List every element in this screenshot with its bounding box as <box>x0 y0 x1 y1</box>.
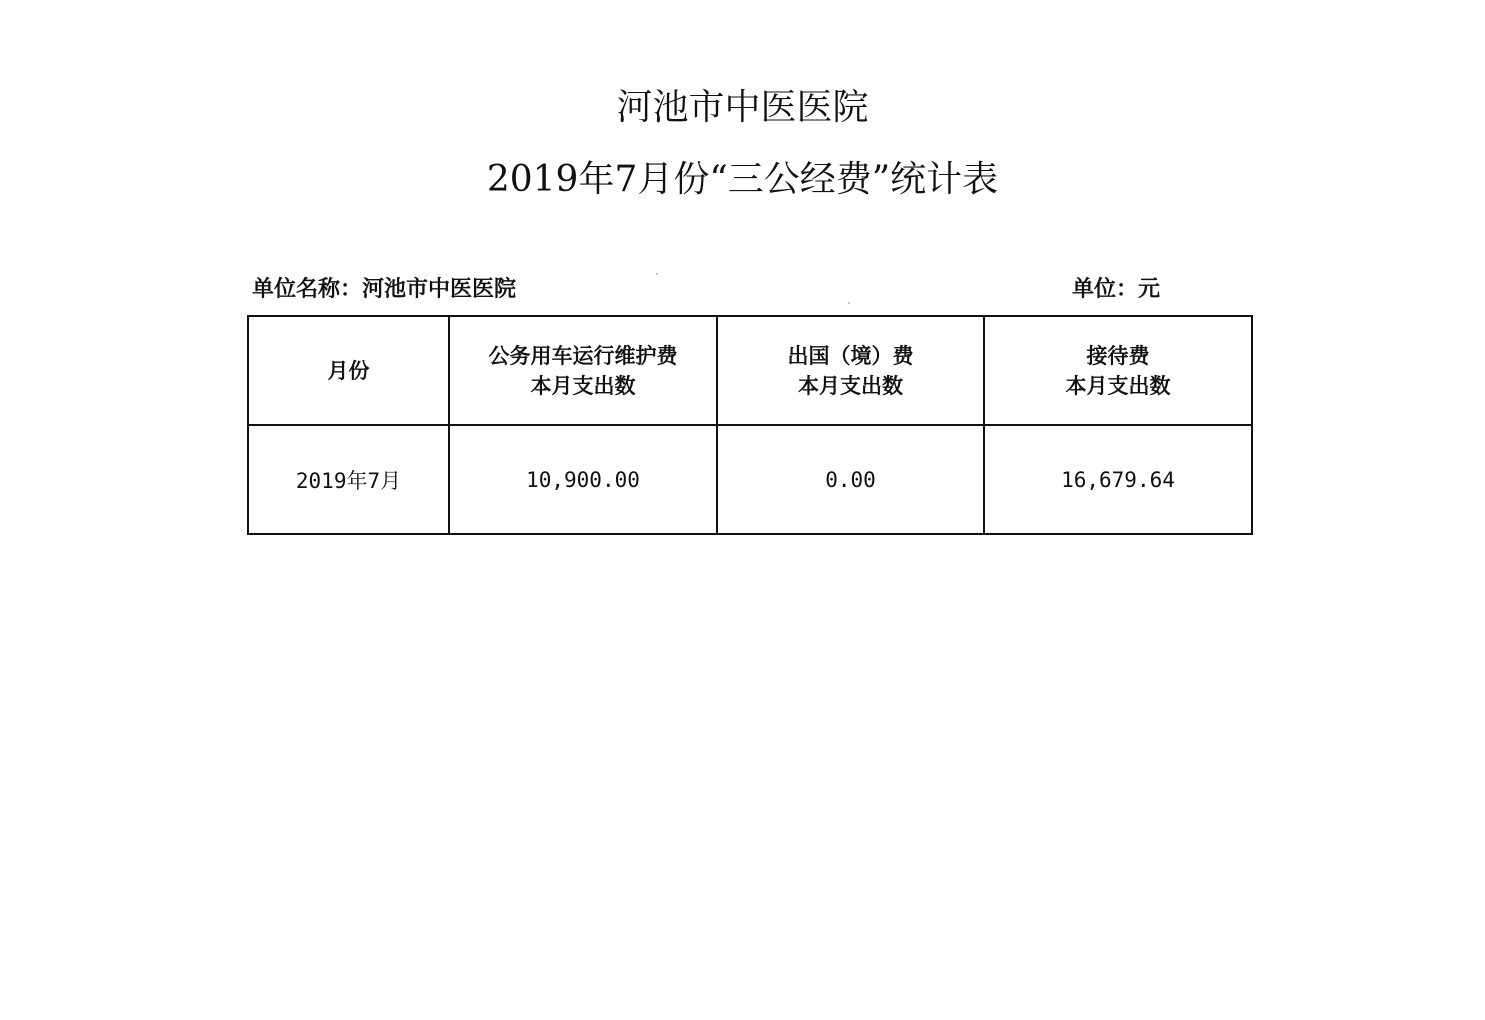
header-vehicle-cost-label: 公务用车运行维护费 <box>488 343 678 368</box>
scan-speck <box>848 302 850 304</box>
currency-unit-label: 单位：元 <box>1072 277 1161 302</box>
scan-speck <box>656 273 658 275</box>
table-row <box>248 425 1252 534</box>
cell-month: 2019年7月 <box>248 425 449 534</box>
header-vehicle-cost-sublabel: 本月支出数 <box>530 373 636 398</box>
cell-overseas-cost: 0.00 <box>717 425 984 534</box>
expense-table <box>247 315 1253 535</box>
header-overseas-cost <box>717 316 984 425</box>
cell-vehicle-cost: 10,900.00 <box>449 425 717 534</box>
cell-reception-cost: 16,679.64 <box>984 425 1252 534</box>
header-overseas-cost-sublabel: 本月支出数 <box>798 373 903 398</box>
table-header-row <box>248 316 1252 425</box>
document-subtitle: 2019年7月份“三公经费”统计表 <box>486 159 999 200</box>
header-reception-cost-sublabel: 本月支出数 <box>1065 373 1171 398</box>
header-month-label: 月份 <box>327 358 370 383</box>
document-title: 河池市中医医院 <box>616 87 869 128</box>
header-reception-cost-label: 接待费 <box>1086 343 1150 368</box>
header-month <box>248 316 449 425</box>
header-overseas-cost-label: 出国（境）费 <box>787 343 914 368</box>
unit-name-label: 单位名称：河池市中医医院 <box>252 277 517 302</box>
header-vehicle-cost <box>449 316 717 425</box>
header-reception-cost <box>984 316 1252 425</box>
